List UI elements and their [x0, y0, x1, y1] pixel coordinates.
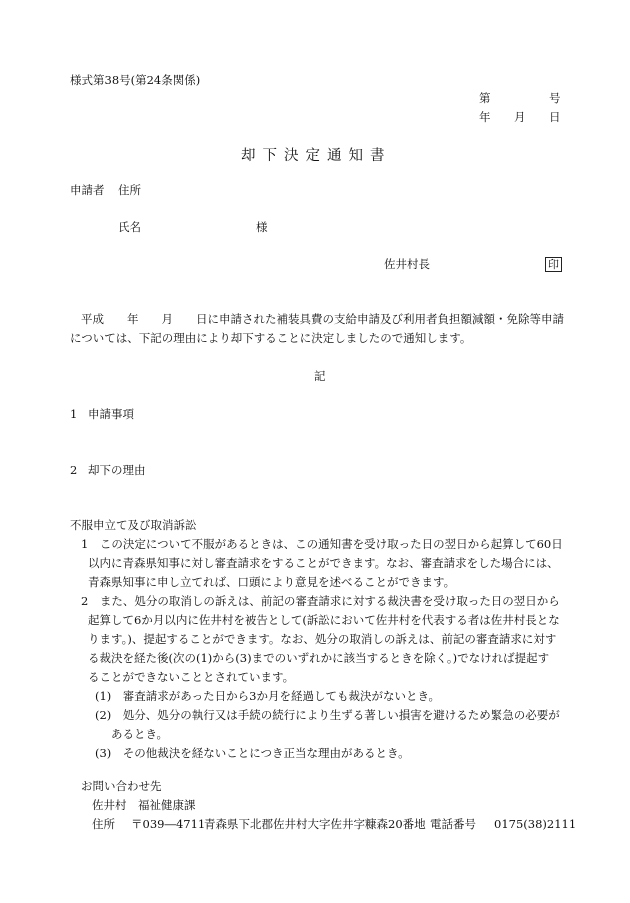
appeal-heading: 不服申立て及び取消訴訟: [70, 518, 197, 532]
date-month: 月: [514, 110, 526, 124]
appeal-sub-1: (1) 審査請求があった日から3か月を経過しても裁決がないとき。: [95, 689, 441, 703]
intro-line-1: 平成 年 月 日に申請された補装具費の支給申請及び利用者負担額減額・免除等申請: [81, 312, 564, 326]
appeal-sub-3: (3) その他裁決を経ないことにつき正当な理由があるとき。: [95, 746, 410, 760]
appeal-para1-line2: 以内に青森県知事に対し審査請求をすることができます。なお、審査請求をした場合には、: [88, 556, 559, 570]
number-suffix: 号: [549, 91, 561, 105]
contact-dept: 佐井村 福祉健康課: [92, 798, 196, 812]
item-2-number: 2: [70, 463, 78, 477]
appeal-para2-line1: 2 また、処分の取消しの訴えは、前記の審査請求に対する裁決書を受け取った日の翌日から: [81, 594, 560, 608]
item-1-number: 1: [70, 407, 78, 421]
appeal-para2-line4: る裁決を経た後(次の(1)から(3)までのいずれかに該当するときを除く。)でなければ提起す: [88, 651, 550, 665]
contact-address-label: 住所: [92, 817, 115, 831]
item-1-label: 申請事項: [88, 407, 134, 421]
ki-heading: 記: [314, 369, 326, 383]
contact-heading: お問い合わせ先: [81, 779, 162, 793]
applicant-honorific: 様: [256, 220, 268, 234]
appeal-para1-line1: 1 この決定について不服があるときは、この通知書を受け取った日の翌日から起算して60日: [81, 537, 563, 551]
intro-line-2: については、下記の理由により却下することに決定しましたので通知します。: [70, 331, 472, 345]
applicant-name-label: 氏名: [118, 220, 141, 234]
contact-postal: 〒039―4711: [131, 817, 206, 831]
contact-address: 青森県下北郡佐井村大字佐井字糠森20番地: [204, 817, 426, 831]
item-2-label: 却下の理由: [88, 463, 146, 477]
appeal-sub-2-line2: あるとき。: [111, 727, 169, 741]
date-year: 年: [479, 110, 491, 124]
number-prefix: 第: [479, 91, 491, 105]
applicant-label: 申請者: [70, 183, 105, 197]
appeal-para2-line2: 起算して6か月以内に佐井村を被告として(訴訟において佐井村を代表する者は佐井村長とな: [88, 613, 560, 627]
form-number: 様式第38号(第24条関係): [70, 73, 201, 87]
appeal-para2-line5: ることができないこととされています。: [88, 670, 295, 684]
contact-phone-label: 電話番号: [430, 817, 476, 831]
seal-mark: 印: [545, 257, 562, 272]
appeal-sub-2-line1: (2) 処分、処分の執行又は手続の続行により生ずる著しい損害を避けるため緊急の必要が: [95, 708, 560, 722]
appeal-para2-line3: ります。)、提起することができます。なお、処分の取消しの訴えは、前記の審査請求に対す: [88, 632, 557, 646]
issuer-name: 佐井村長: [384, 257, 430, 271]
appeal-para1-line3: 青森県知事に申し立てれば、口頭により意見を述べることができます。: [88, 575, 456, 589]
applicant-address-label: 住所: [118, 183, 141, 197]
date-day: 日: [549, 110, 561, 124]
contact-phone: 0175(38)2111: [494, 817, 577, 831]
document-title: 却下決定通知書: [241, 148, 392, 164]
